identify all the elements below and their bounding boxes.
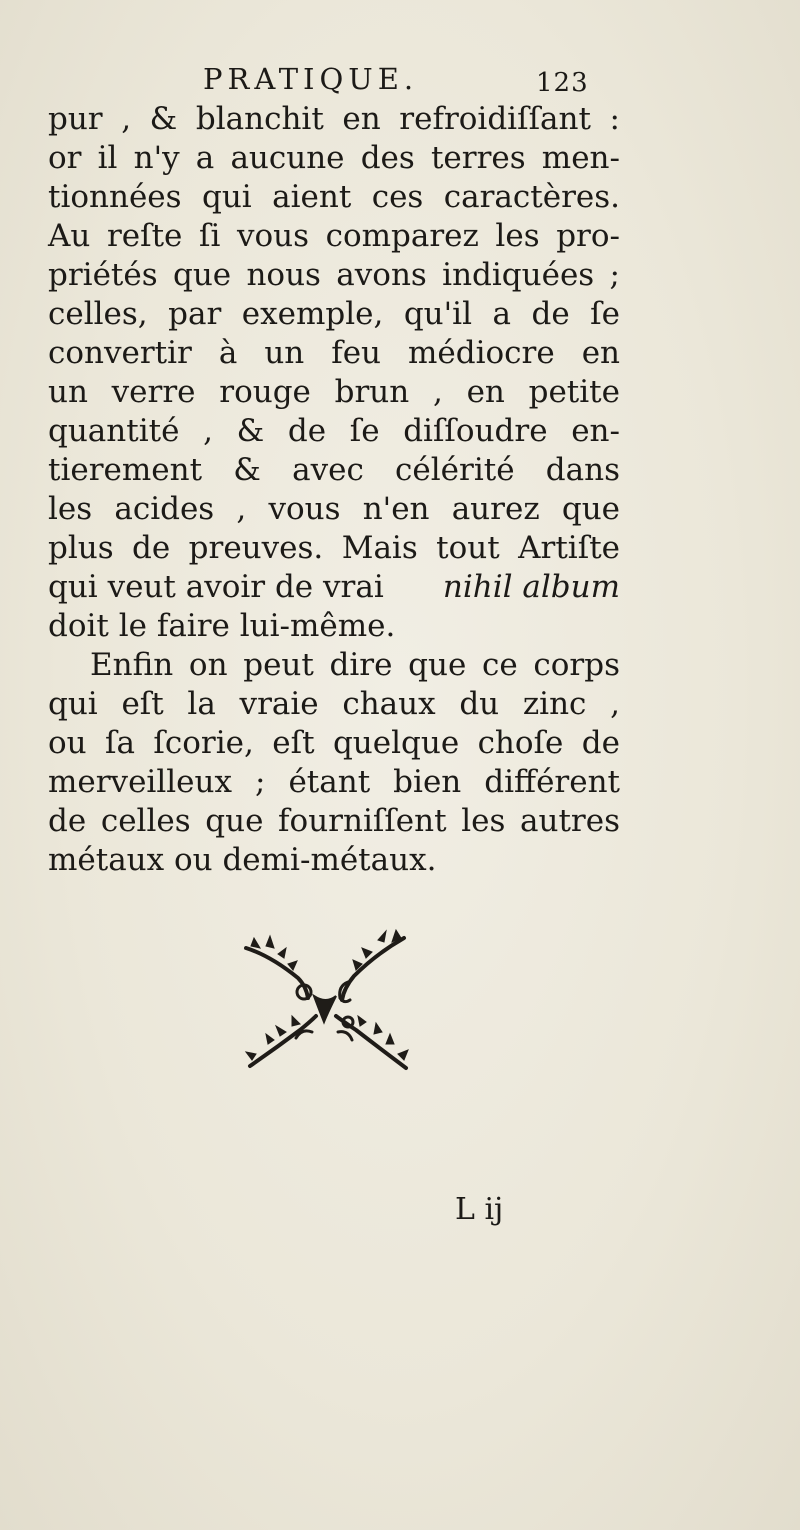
paragraph-start-line: Enfin on peut dire que ce corps	[90, 647, 620, 683]
latin-term: nihil album	[442, 569, 620, 605]
text-line: tionnées qui aient ces caractères.	[48, 179, 620, 215]
text-line: ou ſa ſcorie, eſt quelque choſe de	[48, 725, 620, 761]
text-line: qui eſt la vraie chaux du zinc ,	[48, 686, 620, 722]
text-line: celles, par exemple, qu'il a de ſe	[48, 296, 620, 332]
text-line: or il n'y a aucune des terres men-	[48, 140, 620, 176]
signature-mark: L ij	[455, 1192, 504, 1227]
text-line: doit le faire lui-même.	[48, 608, 396, 644]
text-line: de celles que fourniſſent les autres	[48, 803, 620, 839]
body-text	[48, 100, 620, 880]
text-segment: qui veut avoir de vrai	[48, 569, 384, 605]
text-line: métaux ou demi-métaux.	[48, 842, 437, 878]
running-head: PRATIQUE.	[203, 62, 419, 96]
text-line: pur , & blanchit en refroidiſſant :	[48, 101, 620, 137]
text-line: un verre rouge brun , en petite	[48, 374, 620, 410]
text-line: les acides , vous n'en aurez que	[48, 491, 620, 527]
text-line: convertir à un feu médiocre en	[48, 335, 620, 371]
text-line: tierement & avec célérité dans	[48, 452, 620, 488]
text-line: plus de preuves. Mais tout Artiſte	[48, 530, 620, 566]
text-line: priétés que nous avons indiquées ;	[48, 257, 620, 293]
text-line: quantité , & de ſe diſſoudre en-	[48, 413, 620, 449]
page-number: 123	[536, 68, 589, 98]
floral-tailpiece-icon	[236, 926, 416, 1076]
text-line	[48, 568, 620, 607]
text-line: Au reſte ſi vous comparez les pro-	[48, 218, 620, 254]
text-line: merveilleux ; étant bien différent	[48, 764, 620, 800]
